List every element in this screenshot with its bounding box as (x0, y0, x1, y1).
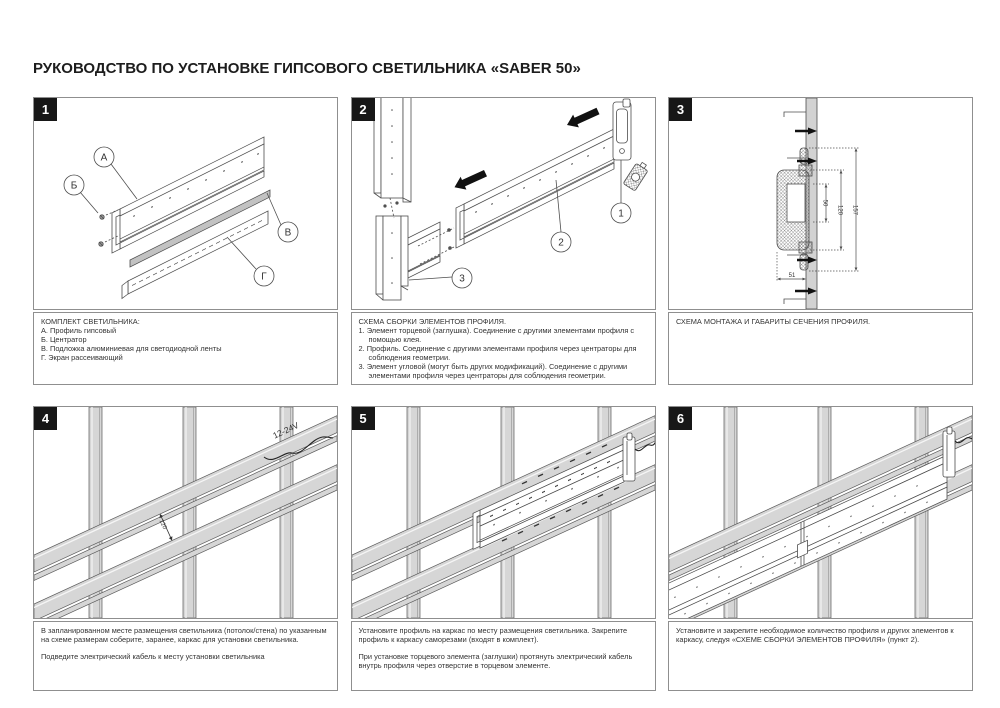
page-title: РУКОВОДСТВО ПО УСТАНОВКЕ ГИПСОВОГО СВЕТИЛЬНИКА «SABER 50» (33, 60, 581, 77)
profile-run-diagram (669, 407, 972, 618)
panel-5-badge: 5 (352, 407, 375, 430)
panel-1-badge: 1 (34, 98, 57, 121)
callout-1-label: 1 (617, 208, 624, 220)
callout-a-label: А (100, 152, 108, 164)
panel-6 (668, 406, 973, 691)
caption-line: Б. Центратор (41, 335, 87, 345)
callout-2-label: 2 (557, 237, 564, 249)
dim-51-label: 51 (788, 273, 796, 279)
frame-diagram (34, 407, 337, 618)
caption-title: КОМПЛЕКТ СВЕТИЛЬНИКА: (41, 317, 140, 326)
dim-157-label: 157 (851, 204, 858, 216)
panel-4-badge: 4 (34, 407, 57, 430)
caption-title: СХЕМА СБОРКИ ЭЛЕМЕНТОВ ПРОФИЛЯ. (358, 317, 507, 326)
panel-grid (33, 97, 973, 691)
caption-paragraph: Установите и закрепите необходимое количество профиля и других элементов к каркасу, следуя «СХЕМЕ СБОРКИ ЭЛЕМЕНТОВ ПРОФИЛЯ» (пункт 2). (676, 626, 954, 645)
callout-v-label: В (284, 227, 292, 239)
panel-6-drawing (668, 406, 973, 619)
panel-5-drawing (351, 406, 656, 619)
panel-1-caption (33, 312, 338, 385)
caption-paragraph: При установке торцевого элемента (заглушки) протянуть электрический кабель внутрь профиля через отверстие в торцевом элементе. (358, 652, 633, 671)
caption-line: В. Подложка алюминиевая для светодиодной ленты (41, 344, 222, 354)
caption-item: 3. Элемент угловой (могут быть других модификаций). Соединение с другими элементами профиля через центраторы для соблюдения геометрии. (358, 362, 628, 381)
dim-50-label: 50 (821, 199, 828, 207)
panel-2-drawing (351, 97, 656, 310)
slide-direction-arrow (567, 108, 600, 128)
voltage-label: 12-24V (271, 419, 301, 441)
exploded-view-diagram (34, 98, 337, 309)
caption-line: Г. Экран рассеивающий (41, 353, 123, 363)
panel-3-drawing (668, 97, 973, 310)
panel-4-caption (33, 621, 338, 691)
panel-6-caption (668, 621, 973, 691)
panel-4-drawing (33, 406, 338, 619)
caption-item: 2. Профиль. Соединение с другими элементами профиля через центраторы для соблюдения геометрии. (358, 344, 637, 363)
panel-2-badge: 2 (352, 98, 375, 121)
assembly-diagram (352, 98, 655, 309)
panel-2-caption (351, 312, 656, 385)
panel-3-badge: 3 (669, 98, 692, 121)
panel-2 (351, 97, 656, 385)
callout-g-label: Г (261, 271, 267, 283)
dim-120-label: 120 (836, 204, 843, 216)
panel-5 (351, 406, 656, 691)
caption-paragraph: В запланированном месте размещения светильника (потолок/стена) по указанным на схеме размерам соберите, заранее, каркас для установки светильника. (41, 626, 327, 645)
panel-1 (33, 97, 338, 385)
panel-6-badge: 6 (669, 407, 692, 430)
cross-section-diagram (669, 98, 972, 309)
caption-paragraph: Подведите электрический кабель к месту установки светильника (41, 652, 265, 662)
caption-paragraph: Установите профиль на каркас по месту размещения светильника. Закрепите профиль к каркасу саморезами (входят в комплект). (358, 626, 628, 645)
callout-3-label: 3 (458, 273, 465, 285)
profile-mounting-diagram (352, 407, 655, 618)
caption-title: СХЕМА МОНТАЖА И ГАБАРИТЫ СЕЧЕНИЯ ПРОФИЛЯ. (676, 317, 871, 326)
caption-item: 1. Элемент торцевой (заглушка). Соединение с другими элементами профиля с помощью клея. (358, 326, 635, 345)
gap-dim-label: 120 (157, 518, 168, 531)
slide-direction-arrow (454, 170, 487, 190)
caption-line: А. Профиль гипсовый (41, 326, 117, 336)
panel-4 (33, 406, 338, 691)
panel-3-caption (668, 312, 973, 385)
panel-5-caption (351, 621, 656, 691)
panel-1-drawing (33, 97, 338, 310)
panel-3 (668, 97, 973, 385)
callout-b-label: Б (70, 180, 78, 192)
